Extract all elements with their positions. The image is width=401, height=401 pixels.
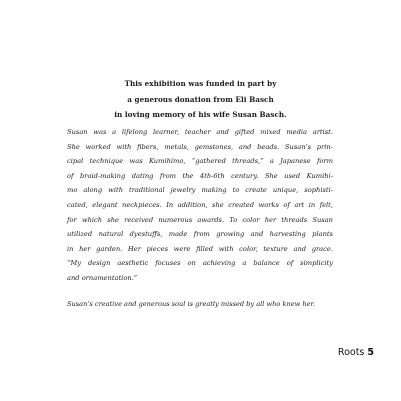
biography-line: and ornamentation.” — [67, 273, 138, 282]
biography-line: utilized natural dyestuffs, made from growing and harvesting plants — [67, 230, 333, 239]
dedication-line: This exhibition was funded in part by — [124, 79, 277, 88]
biography-line: Susan was a lifelong learner, teacher and gifted mixed media artist. — [67, 128, 333, 136]
biography-line: “My design aesthetic focuses on achieving a balance of simplicity — [67, 259, 333, 268]
page-number: 5 — [367, 347, 374, 358]
dedication-block — [60, 76, 341, 123]
biography-line: of braid-making dating from the 4th-6th century. She used Kumihi- — [67, 171, 333, 180]
page-footer — [300, 347, 374, 359]
biography-paragraph — [67, 125, 333, 286]
biography-line: mo along with traditional jewelry making to create unique, sophisti- — [67, 186, 333, 195]
publication-name: Roots — [337, 347, 365, 358]
biography-line: cipal technique was Kumihimo, “gathered threads,” a Japanese form — [67, 157, 333, 166]
biography-line: She worked with fibers, metals, gemstones, and beads. Susan’s prin- — [67, 142, 333, 151]
biography-line: for which she received numerous awards. To color her threads Susan — [67, 215, 333, 224]
biography-line: in her garden. Her pieces were filled with color, texture and grace. — [67, 244, 333, 253]
dedication-line: a generous donation from Eli Basch — [127, 94, 274, 104]
closing-remark: Susan’s creative and generous soul is greatly missed by all who knew her. — [67, 300, 316, 308]
dedication-line: in loving memory of his wife Susan Basch. — [114, 110, 287, 119]
biography-line: cated, elegant neckpieces. In addition, she created works of art in felt, — [67, 200, 333, 209]
